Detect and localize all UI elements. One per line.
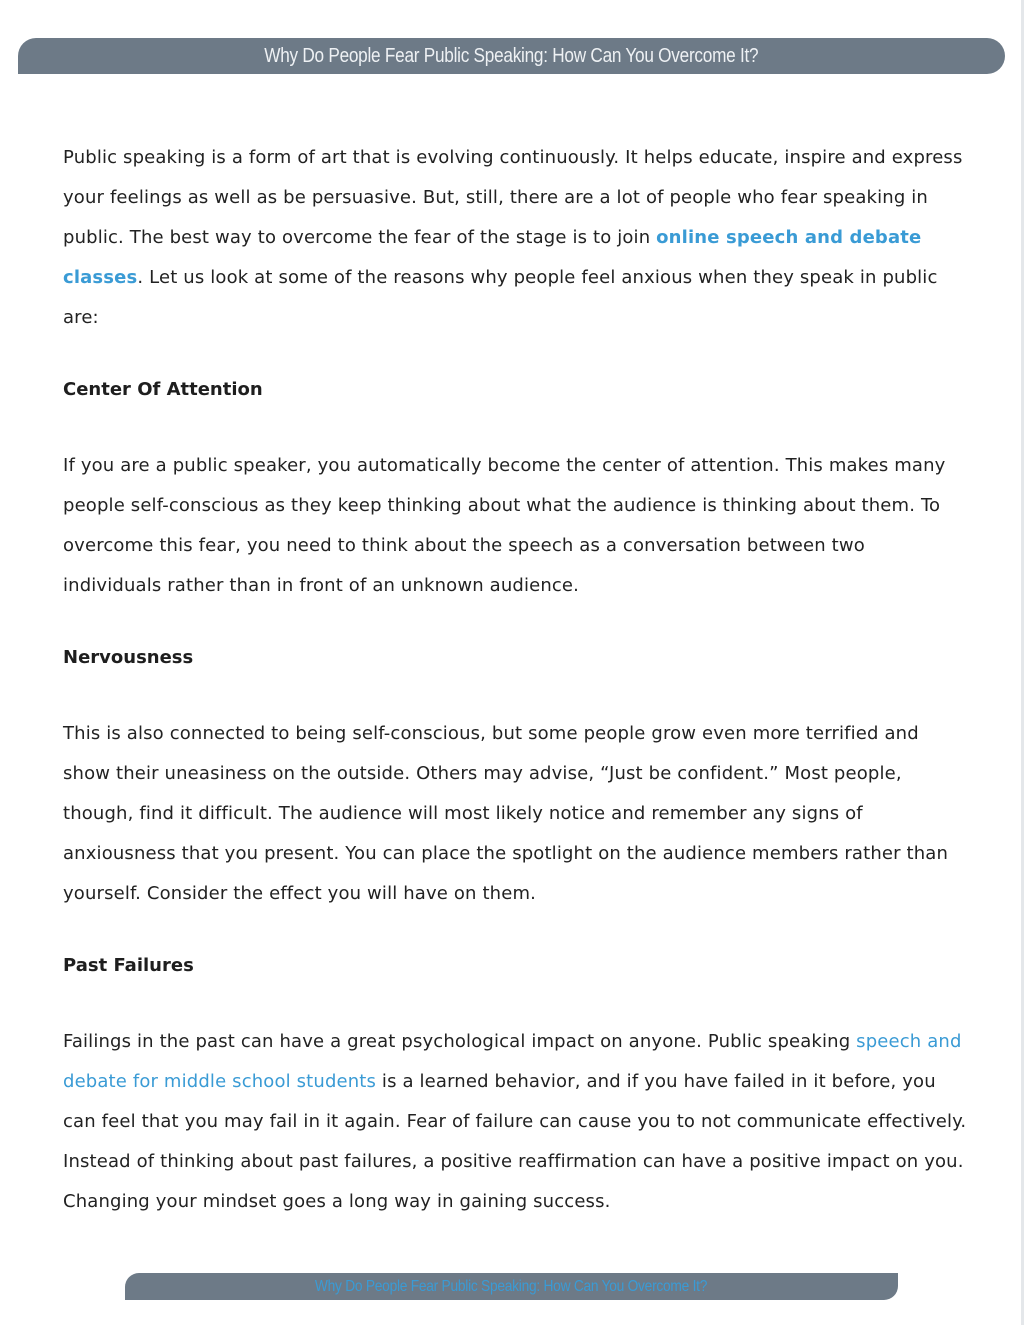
section-heading: Center Of Attention: [63, 379, 263, 400]
paragraph-text-start: Failings in the past can have a great psychological impact on anyone. Public speaking: [63, 1031, 857, 1052]
middle-school-debate-link[interactable]: speech and debate for middle school students: [63, 1031, 962, 1092]
section-heading: Past Failures: [63, 955, 194, 976]
intro-text-end: . Let us look at some of the reasons why people feel anxious when they speak in public are:: [63, 267, 938, 328]
section-paragraph: [63, 1022, 968, 1222]
online-classes-link[interactable]: online speech and debate classes: [63, 227, 922, 288]
section-heading: Nervousness: [63, 647, 194, 668]
section-paragraph: This is also connected to being self-conscious, but some people grow even more terrified and show their uneasiness on the outside. Others may advise, “Just be confident.” Most people, though, find it difficult. The audience will most likely notice and remember any signs of anxiousness that you present. You can place the spotlight on the audience members rather than yourself. Consider the effect you will have on them.: [63, 723, 949, 904]
article-body: [63, 138, 968, 1222]
intro-paragraph: [63, 138, 968, 338]
paragraph-text-end: is a learned behavior, and if you have failed in it before, you can feel that you may fail in it again. Fear of failure can cause you to not communicate effectively. Instead of thinking about past failures, a positive reaffirmation can have a positive impact on you. Changing your mindset goes a long way in gaining success.: [63, 1071, 967, 1212]
footer-title: Why Do People Fear Public Speaking: How Can You Overcome It?: [315, 1277, 708, 1295]
section-paragraph: If you are a public speaker, you automatically become the center of attention. This makes many people self-conscious as they keep thinking about what the audience is thinking about them. To overcome this fear, you need to think about the speech as a conversation between two individuals rather than in front of an unknown audience.: [63, 455, 946, 596]
header-banner: [18, 38, 1005, 74]
footer-banner: [125, 1273, 898, 1300]
page-title: Why Do People Fear Public Speaking: How Can You Overcome It?: [264, 44, 759, 67]
intro-text-start: Public speaking is a form of art that is evolving continuously. It helps educate, inspire and express your feelings as well as be persuasive. But, still, there are a lot of people who fear speaking in public. The best way to overcome the fear of the stage is to join: [63, 147, 963, 248]
